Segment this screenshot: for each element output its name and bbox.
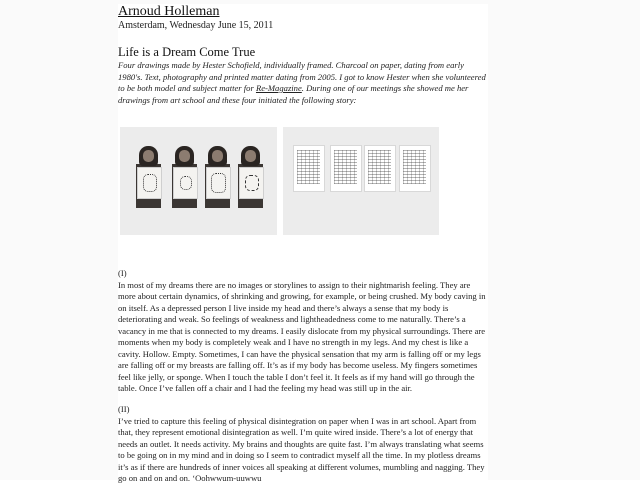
section-text: In most of my dreams there are no images or storylines to assign to their nightmarish feeling. They are more about certain dynamics, of shrinking and growing, for example, or being crushed. My body caving in on itself. As a depressed person I live inside my head and there’s always a sense that my body is deteriorating and weak. So feelings of weakness and lightheadedness come to me naturally. There’s a vacancy in me that is connected to my dreams. I easily dislocate from my physical surroundings. There are moments when my body is completely weak and I have no strength in my legs. And my chest is like a cavity. Hollow. Empty. Sometimes, I can have the physical sensation that my arm is falling off or my legs are falling off or my breasts are falling off. It’s as if my body has become useless. My fingers sometimes feel like jelly, or sponge. When I touch the table I don’t feel it. It feels as if my hand will go through the table. Once I’ve fallen off a chair and I had the feeling my head was still up in the air. [118, 279, 486, 393]
framed-drawing [364, 145, 396, 192]
figure-with-drawing [201, 146, 234, 208]
photo-figures-holding-drawings [120, 127, 277, 235]
section-1 [118, 268, 488, 395]
article-intro [118, 60, 488, 106]
article-title: Life is a Dream Come True [118, 45, 256, 59]
section-label: (II) [118, 404, 130, 414]
author-name[interactable]: Arnoud Holleman [118, 4, 220, 19]
figure-with-drawing [234, 146, 267, 208]
framed-drawing [330, 145, 362, 192]
section-2 [118, 404, 488, 485]
intro-text-start: Four drawings made by Hester Schofield, individually framed. Charcoal on paper, dating from early 1980's. Text, photography and printed matter dating from 2005. I got to know Hester when she volunteered to be both model and subject matter for [118, 60, 486, 93]
framed-drawing [399, 145, 431, 192]
intro-text-end: . During one of our meetings she showed me her drawings from art school and these four initiated the following story: [118, 83, 469, 105]
figure-with-drawing [132, 146, 165, 208]
dateline: Amsterdam, Wednesday June 15, 2011 [118, 20, 274, 31]
section-text: I’ve tried to capture this feeling of physical disintegration on paper when I was in art school. Apart from that, they represent emotional disintegration as well. I’m quite wired inside. There’s a lot of energy that needs an outlet. It needs activity. My brains and thoughts are quite fast. I’m always translating what seems to be going on in my mind and in doing so I seem to contradict myself all the time. In my plotless dreams it’s as if there are hundreds of inner voices all speaking at different volumes, mumbling and nagging. They go on and on and on. ‘Oohwwum-uuwwu [118, 415, 485, 483]
photo-framed-drawings [283, 127, 439, 235]
figure-with-drawing [168, 146, 201, 208]
section-label: (I) [118, 268, 127, 278]
framed-drawing [293, 145, 325, 192]
re-magazine-link[interactable]: Re-Magazine [255, 83, 302, 93]
